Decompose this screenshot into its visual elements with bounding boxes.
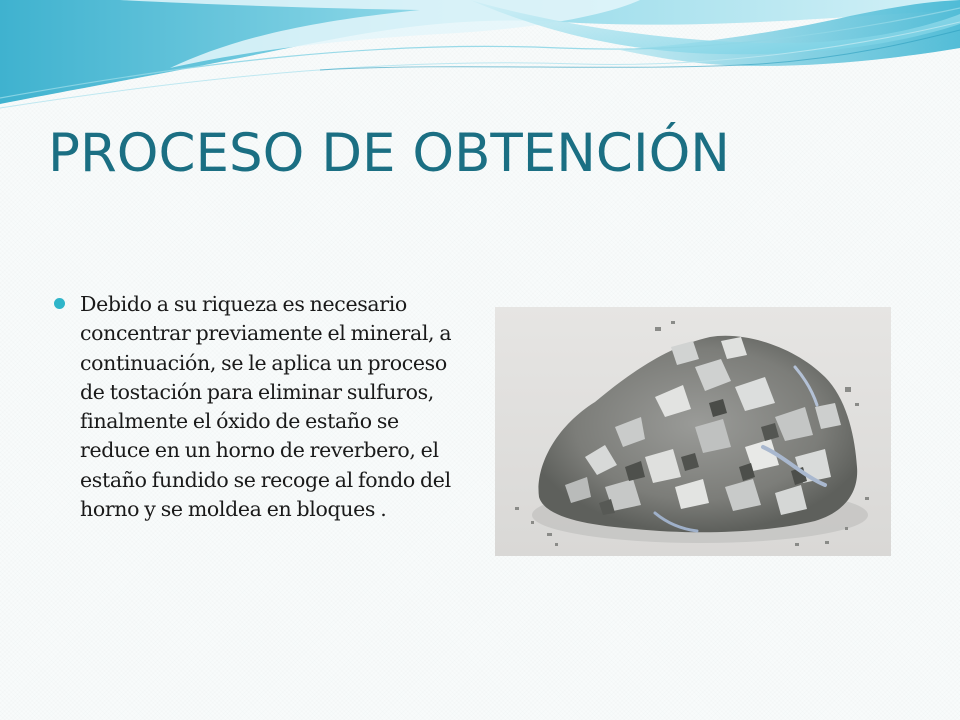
bullet-item xyxy=(52,290,462,524)
tin-flakes-photo xyxy=(495,307,891,556)
header-wave-decoration xyxy=(0,0,960,120)
bullet-text: Debido a su riqueza es necesario concentrar previamente el mineral, a continuación, se le aplica un proceso de tostación para eliminar sulfuros, finalmente el óxido de estaño se reduce en un horno de reverbero, el estaño fundido se recoge al fondo del horno y se moldea en bloques . xyxy=(80,292,452,522)
bullet-dot-icon xyxy=(54,298,65,309)
bullet-list xyxy=(52,290,462,524)
slide-title: PROCESO DE OBTENCIÓN xyxy=(48,123,730,184)
